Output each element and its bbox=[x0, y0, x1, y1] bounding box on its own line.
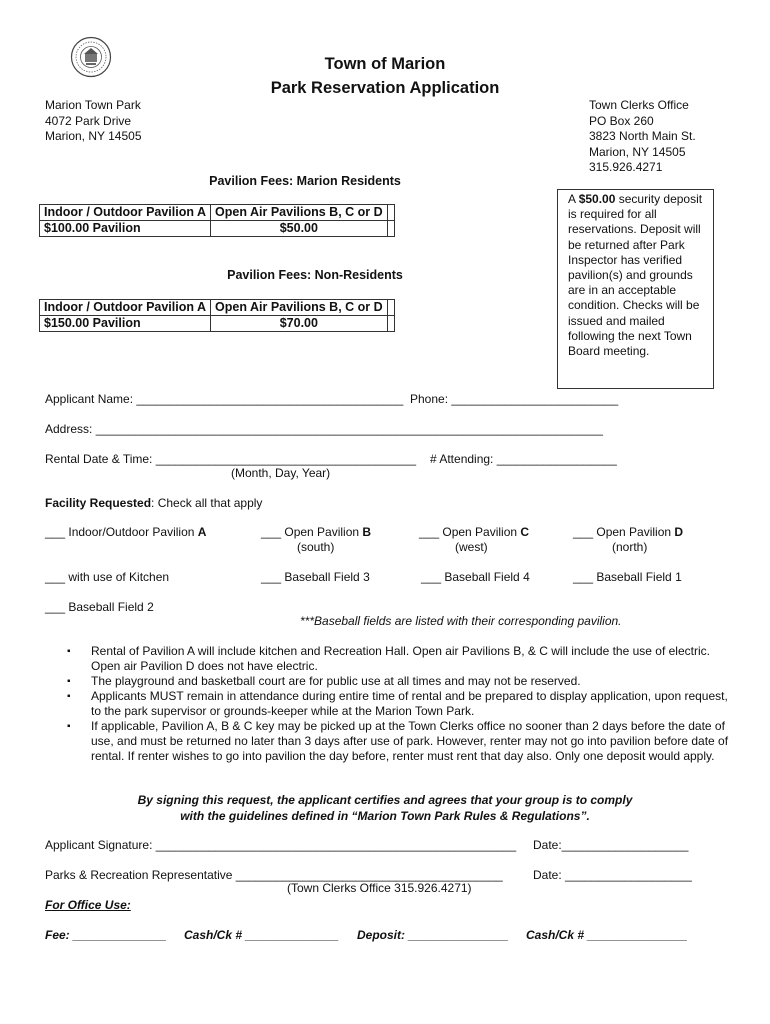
check-blank[interactable]: ___ bbox=[573, 525, 597, 539]
residents-fee-table bbox=[39, 204, 395, 237]
facility-option-baseball-4[interactable] bbox=[421, 570, 530, 584]
facility-option-baseball-1[interactable] bbox=[573, 570, 682, 584]
check-blank[interactable]: ___ bbox=[261, 525, 285, 539]
fee-table-header: Indoor / Outdoor Pavilion A bbox=[40, 205, 211, 221]
fee-table-cell: $100.00 Pavilion bbox=[40, 221, 211, 237]
attending-field[interactable]: # Attending: __________________ bbox=[430, 452, 617, 466]
fee-table-header: Open Air Pavilions B, C or D bbox=[211, 205, 388, 221]
park-address-line: Marion Town Park bbox=[45, 98, 141, 112]
fee-table-header: Open Air Pavilions B, C or D bbox=[211, 300, 388, 316]
office-cash-ck-field[interactable]: Cash/Ck # ______________ bbox=[184, 928, 339, 942]
clerk-address bbox=[589, 98, 696, 176]
facility-option-pavilion-c[interactable] bbox=[419, 525, 529, 539]
clerk-address-line: Marion, NY 14505 bbox=[589, 144, 686, 159]
applicant-date-field[interactable]: Date:___________________ bbox=[533, 838, 689, 852]
park-address bbox=[45, 98, 142, 145]
deposit-note-box bbox=[557, 189, 714, 389]
rule-item: ▪ The playground and basketball court are for public use at all times and may not be reserved. bbox=[45, 674, 735, 689]
address-field[interactable]: Address: ____________________________________________________________________________ bbox=[45, 422, 603, 436]
facility-option-letter: A bbox=[197, 525, 207, 539]
check-blank[interactable]: ___ bbox=[45, 600, 69, 614]
facility-option-letter: D bbox=[674, 525, 684, 539]
facility-option-sub: (west) bbox=[455, 540, 488, 554]
rep-note: (Town Clerks Office 315.926.4271) bbox=[287, 881, 472, 895]
facility-option-label: with use of Kitchen bbox=[68, 570, 170, 584]
office-cash-ck-field[interactable]: Cash/Ck # _______________ bbox=[526, 928, 688, 942]
fee-table-cell bbox=[387, 300, 394, 316]
check-blank[interactable]: ___ bbox=[421, 570, 445, 584]
fee-table-cell bbox=[387, 205, 394, 221]
fee-table-cell bbox=[387, 316, 394, 332]
certification-line: with the guidelines defined in “Marion Town Park Rules & Regulations”. bbox=[180, 808, 590, 823]
check-blank[interactable]: ___ bbox=[45, 525, 69, 539]
fee-table-cell bbox=[387, 221, 394, 237]
applicant-name-field[interactable]: Applicant Name: ________________________________________ bbox=[45, 392, 404, 406]
rep-signature-field[interactable]: Parks & Recreation Representative ________________________________________ bbox=[45, 868, 503, 882]
check-blank[interactable]: ___ bbox=[261, 570, 285, 584]
check-blank[interactable]: ___ bbox=[573, 570, 597, 584]
nonresidents-fee-table bbox=[39, 299, 395, 332]
deposit-note-text: security deposit is required for all reservations. Deposit will be returned after Park Inspector has verified pavilion(s) and grounds are in an acceptable condition. Checks will be issued and mailed following the next Town Board meeting. bbox=[568, 192, 703, 359]
clerk-address-line: 3823 North Main St. bbox=[589, 129, 696, 143]
facility-option-pavilion-b[interactable] bbox=[261, 525, 371, 539]
facility-option-pavilion-a[interactable] bbox=[45, 525, 206, 539]
facility-option-label: Baseball Field 3 bbox=[284, 570, 370, 584]
facility-option-label: Indoor/Outdoor Pavilion bbox=[68, 525, 198, 539]
facility-option-letter: B bbox=[362, 525, 372, 539]
park-address-line: 4072 Park Drive bbox=[45, 113, 132, 128]
baseball-note: ***Baseball fields are listed with their corresponding pavilion. bbox=[300, 614, 622, 628]
nonresidents-fees-heading: Pavilion Fees: Non-Residents bbox=[227, 268, 403, 282]
certification-line: By signing this request, the applicant certifies and agrees that your group is to comply bbox=[137, 793, 633, 807]
date-format-hint: (Month, Day, Year) bbox=[231, 466, 331, 480]
facility-option-label: Open Pavilion bbox=[284, 525, 363, 539]
facility-option-sub: (north) bbox=[612, 540, 648, 554]
facility-option-baseball-2[interactable] bbox=[45, 600, 154, 614]
rule-item: ▪ Applicants MUST remain in attendance during entire time of rental and be prepared to display application, upon request, to the park supervisor or grounds-keeper while at the Marion Town Park. bbox=[45, 689, 735, 719]
office-use-heading: For Office Use: bbox=[45, 898, 131, 912]
facility-instruction: : Check all that apply bbox=[151, 496, 263, 510]
park-address-line: Marion, NY 14505 bbox=[45, 129, 142, 143]
office-fee-field[interactable]: Fee: ______________ bbox=[45, 928, 167, 942]
fee-table-cell: $150.00 Pavilion bbox=[40, 316, 211, 332]
check-blank[interactable]: ___ bbox=[419, 525, 443, 539]
office-deposit-field[interactable]: Deposit: _______________ bbox=[357, 928, 509, 942]
clerk-address-line: Town Clerks Office bbox=[589, 98, 689, 112]
rule-item: ▪ Rental of Pavilion A will include kitchen and Recreation Hall. Open air Pavilions B, & C will include the use of electric. Open air Pavilion D does not have electric. bbox=[45, 644, 735, 674]
certification-statement bbox=[0, 793, 770, 824]
facility-label: Facility Requested bbox=[45, 496, 152, 510]
facility-option-label: Open Pavilion bbox=[596, 525, 675, 539]
rep-date-field[interactable]: Date: ___________________ bbox=[533, 868, 692, 882]
facility-option-letter: C bbox=[520, 525, 530, 539]
applicant-signature-field[interactable]: Applicant Signature: ______________________________________________________ bbox=[45, 838, 517, 852]
facility-option-label: Open Pavilion bbox=[442, 525, 521, 539]
phone-field[interactable]: Phone: _________________________ bbox=[410, 392, 619, 406]
fee-table-cell: $70.00 bbox=[211, 316, 388, 332]
facility-option-label: Baseball Field 4 bbox=[444, 570, 530, 584]
facility-option-sub: (south) bbox=[297, 540, 335, 554]
check-blank[interactable]: ___ bbox=[45, 570, 69, 584]
rule-item: ▪ If applicable, Pavilion A, B & C key may be picked up at the Town Clerks office no sooner than 2 days before the date of use, and must be returned no later than 3 days after use of park. However, renter may not go into pavilion before date of rental. If renter wishes to go into pavilion the day before, renter must rent that day also. Only one deposit would apply. bbox=[45, 719, 735, 764]
title-line-2: Park Reservation Application bbox=[270, 79, 500, 97]
fee-table-cell: $50.00 bbox=[211, 221, 388, 237]
rental-date-field[interactable]: Rental Date & Time: _______________________________________ bbox=[45, 452, 416, 466]
facility-requested-label bbox=[45, 496, 262, 510]
facility-option-pavilion-d[interactable] bbox=[573, 525, 683, 539]
clerk-address-line: 315.926.4271 bbox=[589, 160, 663, 174]
rules-list bbox=[45, 644, 735, 764]
deposit-note-lead: A bbox=[568, 192, 579, 206]
residents-fees-heading: Pavilion Fees: Marion Residents bbox=[209, 174, 401, 188]
facility-option-kitchen[interactable] bbox=[45, 570, 169, 584]
deposit-amount: $50.00 bbox=[578, 192, 616, 206]
title-line-1: Town of Marion bbox=[324, 55, 446, 73]
fee-table-header: Indoor / Outdoor Pavilion A bbox=[40, 300, 211, 316]
facility-option-label: Baseball Field 2 bbox=[68, 600, 154, 614]
clerk-address-line: PO Box 260 bbox=[589, 113, 654, 128]
facility-option-label: Baseball Field 1 bbox=[596, 570, 682, 584]
facility-option-baseball-3[interactable] bbox=[261, 570, 370, 584]
